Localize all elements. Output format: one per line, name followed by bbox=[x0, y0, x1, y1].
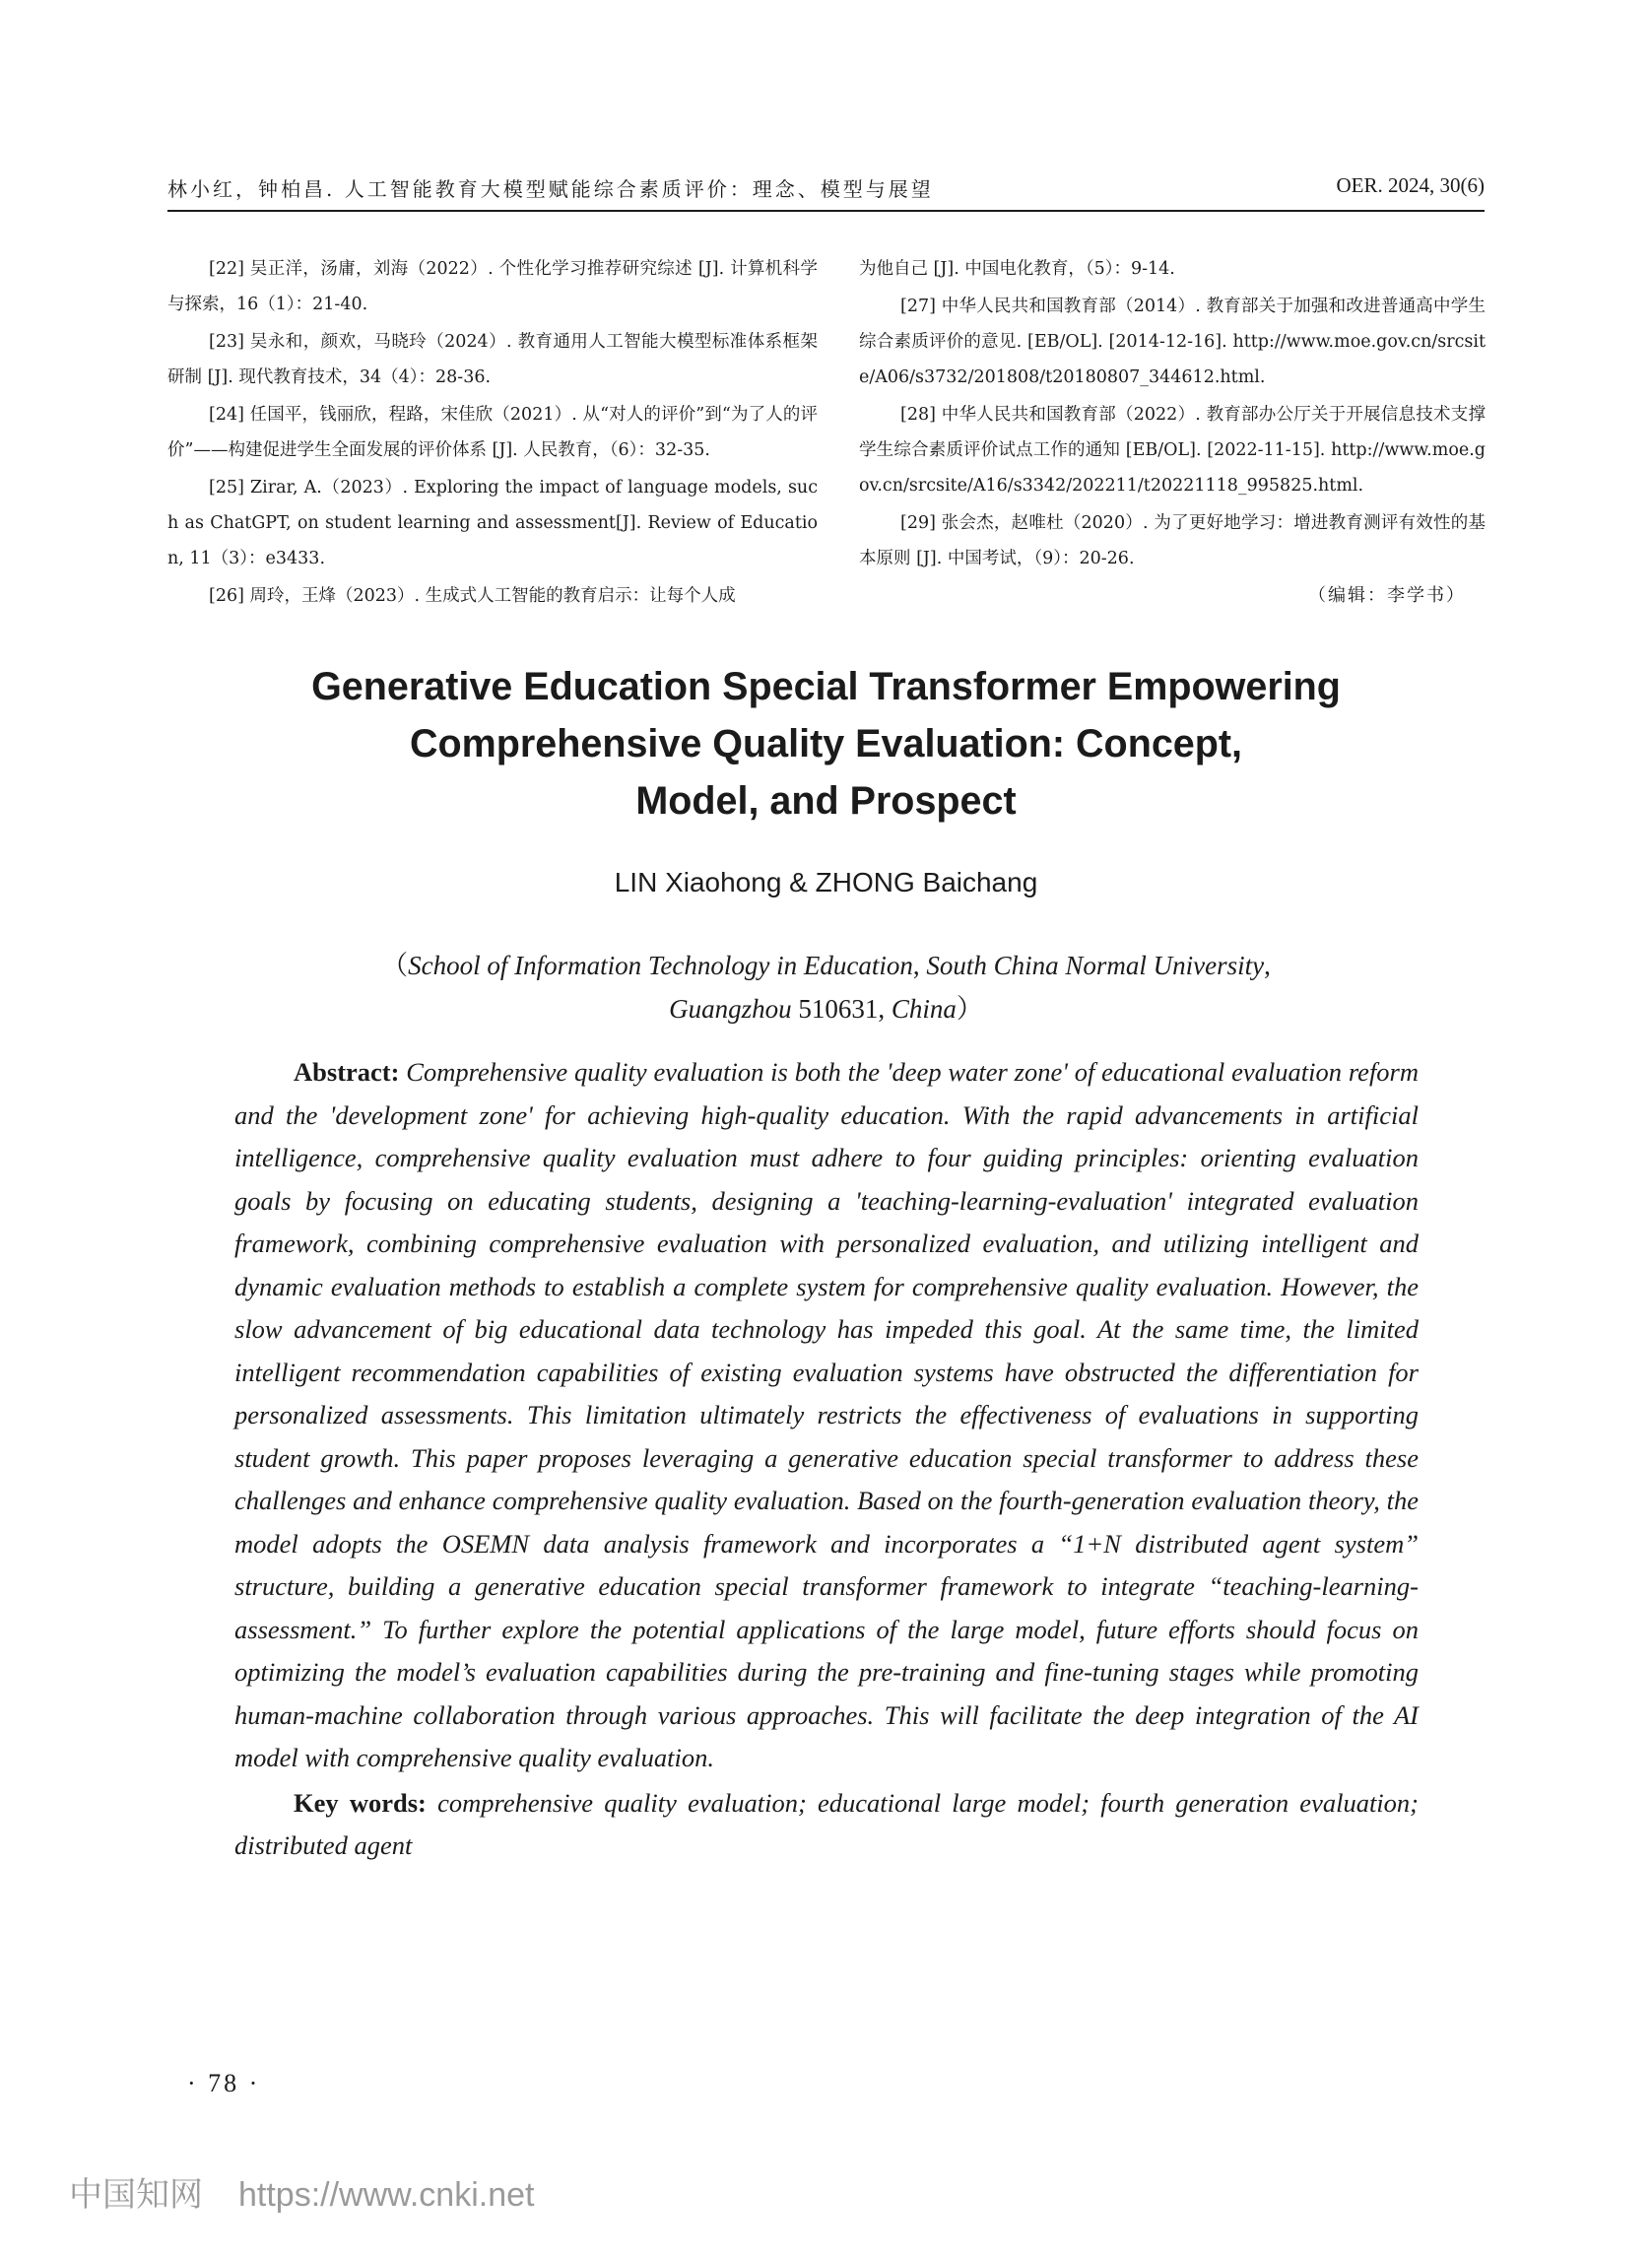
keywords-label: Key words: bbox=[294, 1787, 427, 1818]
reference-item: [24] 任国平，钱丽欣，程路，宋佳欣（2021）. 从“对人的评价”到“为了人的评价”——构建促进学生全面发展的评价体系 [J]. 人民教育，（6）：32-35. bbox=[167, 405, 818, 460]
running-header bbox=[167, 169, 1485, 209]
editor-note: （编辑：李学书） bbox=[1308, 585, 1466, 606]
cnki-watermark bbox=[69, 2167, 569, 2216]
reference-item: [26] 周玲，王烽（2023）. 生成式人工智能的教育启示：让每个人成 bbox=[209, 586, 736, 606]
reference-item: [22] 吴正洋，汤庸，刘海（2022）. 个性化学习推荐研究综述 [J]. 计算机科学与探索，16（1）：21-40. bbox=[167, 259, 818, 314]
abstract-text: Comprehensive quality evaluation is both the 'deep water zone' of educational evaluation reform and the 'development zone' for achieving high-quality education. With the rapid advancements in artificial intelligence, comprehensive quality evaluation must adhere to four guiding principles: orienting evaluation goals by focusing on educating students, designing a 'teaching-learning-evaluation' integrated evaluation framework, combining comprehensive evaluation with personalized evaluation, and utilizing intelligent and dynamic evaluation methods to establish a complete system for comprehensive quality evaluation. However, the slow advancement of big educational data technology has impeded this goal. At the same time, the limited intelligent recommendation capabilities of existing evaluation systems have obstructed the differentiation for personalized assessments. This limitation ultimately restricts the effectiveness of evaluations in supporting student growth. This paper proposes leveraging a generative education special transformer to address these challenges and enhance comprehensive quality evaluation. Based on the fourth-generation evaluation theory, the model adopts the OSEMN data analysis framework and incorporates a “1+N distributed agent system” structure, building a generative education special transformer framework to integrate “teaching-learning-assessment.” To further explore the potential applications of the large model, future efforts should focus on optimizing the model’s evaluation capabilities during the pre-training and fine-tuning stages while promoting human-machine collaboration through various approaches. This will facilitate the deep integration of the AI model with comprehensive quality evaluation. bbox=[234, 1057, 1420, 1772]
watermark-url: https://www.cnki.net bbox=[238, 2176, 535, 2214]
affiliation-school: School of Information Technology in Education bbox=[408, 951, 913, 980]
watermark-brand: 中国知网 bbox=[69, 2176, 203, 2214]
affiliation-separator: , bbox=[912, 951, 927, 980]
title-line: Comprehensive Quality Evaluation: Concept, bbox=[409, 722, 1243, 765]
affiliation-country: China bbox=[891, 994, 957, 1024]
abstract-paragraph bbox=[234, 1051, 1419, 1780]
page-number: · 78 · bbox=[187, 2069, 261, 2097]
references-right-column bbox=[859, 251, 1486, 614]
abstract-label: Abstract: bbox=[294, 1057, 400, 1087]
title-line: Generative Education Special Transformer Empowering bbox=[311, 665, 1341, 708]
english-title bbox=[167, 658, 1485, 830]
abstract-section bbox=[234, 1051, 1419, 1868]
reference-item: [25] Zirar, A.（2023）. Exploring the impact of language models, such as ChatGPT, on student learning and assessment[J]. Review of Education, 11（3）：e3433. bbox=[167, 478, 818, 568]
affiliation-paren-open: （ bbox=[381, 951, 409, 980]
reference-item: [27] 中华人民共和国教育部（2014）. 教育部关于加强和改进普通高中学生综合素质评价的意见. [EB/OL]. [2014-12-16]. http://www.moe.gov.cn/srcsite/A06/s3732/201808/t20180807_344612.html. bbox=[859, 297, 1486, 387]
affiliation-line bbox=[167, 987, 1485, 1030]
title-line: Model, and Prospect bbox=[635, 779, 1017, 823]
references-left-column bbox=[167, 251, 818, 616]
keywords-text: comprehensive quality evaluation; educational large model; fourth generation evaluation; distributed agent bbox=[234, 1787, 1419, 1860]
header-citation: 林小红，钟柏昌. 人工智能教育大模型赋能综合素质评价：理念、模型与展望 bbox=[167, 177, 934, 201]
reference-item: [29] 张会杰，赵唯杜（2020）. 为了更好地学习：增进教育测评有效性的基本原则 [J]. 中国考试，（9）：20-26. bbox=[859, 513, 1486, 568]
affiliation-line bbox=[167, 944, 1485, 987]
header-divider bbox=[167, 210, 1485, 212]
affiliation-comma: , bbox=[1264, 951, 1271, 980]
keywords-paragraph bbox=[234, 1782, 1419, 1868]
affiliation-paren-close: ） bbox=[956, 994, 983, 1024]
affiliation-city: Guangzhou bbox=[669, 994, 792, 1024]
author-names: LIN Xiaohong & ZHONG Baichang bbox=[614, 867, 1038, 897]
reference-item: [28] 中华人民共和国教育部（2022）. 教育部办公厅关于开展信息技术支撑学生综合素质评价试点工作的通知 [EB/OL]. [2022-11-15]. http://www.moe.gov.cn/srcsite/A16/s3342/202211/t20221118_995825.html. bbox=[859, 405, 1486, 496]
affiliation-postcode: 510631, bbox=[791, 994, 892, 1024]
affiliation-university: South China Normal University bbox=[926, 951, 1265, 980]
reference-item: [23] 吴永和，颜欢，马晓玲（2024）. 教育通用人工智能大模型标准体系框架研制 [J]. 现代教育技术，34（4）：28-36. bbox=[167, 332, 818, 387]
header-journal-issue: OER. 2024, 30(6) bbox=[1336, 173, 1485, 197]
author-affiliation bbox=[167, 944, 1485, 1030]
reference-item-continued: 为他自己 [J]. 中国电化教育，（5）：9-14. bbox=[859, 259, 1175, 279]
